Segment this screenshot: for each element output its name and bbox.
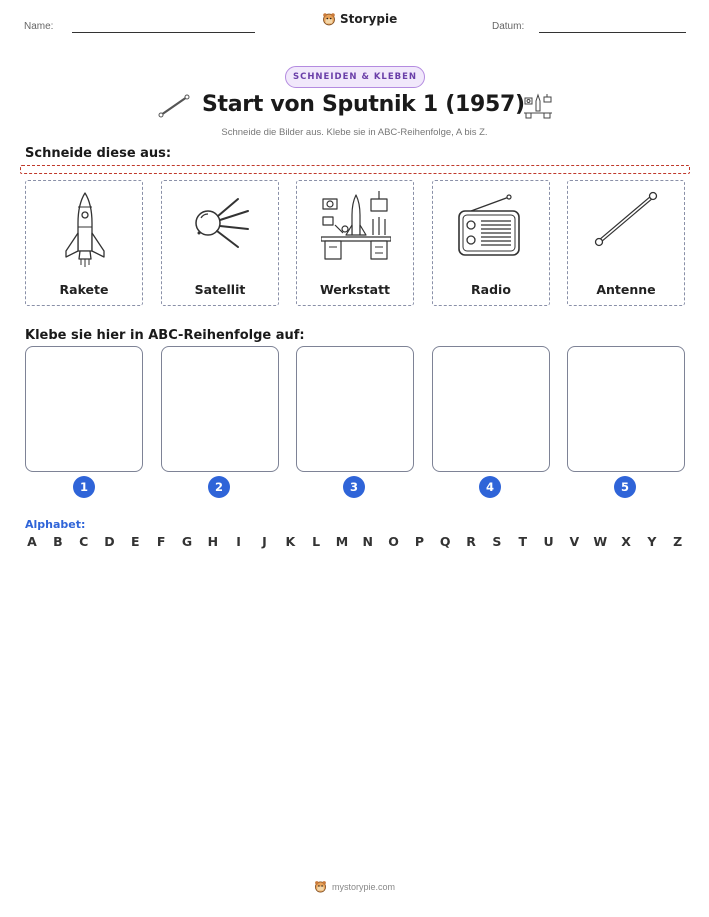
alphabet-letter: Y bbox=[647, 534, 657, 549]
name-line[interactable] bbox=[72, 32, 255, 33]
name-label: Name: bbox=[24, 21, 54, 32]
number-badge: 1 bbox=[73, 476, 95, 498]
instructions: Schneide die Bilder aus. Klebe sie in ABC-Reihenfolge, A bis Z. bbox=[221, 127, 488, 138]
alphabet-letter: J bbox=[262, 534, 267, 549]
cut-card-label: Satellit bbox=[194, 282, 246, 297]
footer-url[interactable]: mystorypie.com bbox=[331, 881, 395, 892]
date-label: Datum: bbox=[492, 21, 525, 32]
alphabet-letter: A bbox=[27, 534, 37, 549]
cut-card-label: Radio bbox=[471, 282, 511, 297]
workshop-icon bbox=[523, 92, 553, 120]
alphabet-letter: M bbox=[335, 534, 349, 549]
alphabet-letter: C bbox=[79, 534, 89, 549]
alphabet-letter: H bbox=[207, 534, 219, 549]
cut-card-label: Antenne bbox=[596, 282, 656, 297]
antenna-icon bbox=[158, 94, 190, 118]
alphabet-letter: E bbox=[131, 534, 140, 549]
cut-section-label: Schneide diese aus: bbox=[25, 146, 172, 161]
alphabet-letter: P bbox=[414, 534, 424, 549]
workshop-icon bbox=[321, 189, 391, 269]
page-title: Start von Sputnik 1 (1957) bbox=[202, 92, 525, 117]
cut-card-radio[interactable] bbox=[432, 180, 550, 306]
cut-card-label: Werkstatt bbox=[319, 282, 391, 297]
alphabet-letter: I bbox=[236, 534, 241, 549]
alphabet-row bbox=[25, 534, 685, 549]
alphabet-letter: U bbox=[543, 534, 554, 549]
alphabet-letter: V bbox=[569, 534, 580, 549]
alphabet-letter: L bbox=[312, 534, 321, 549]
cut-card-satellit[interactable] bbox=[161, 180, 279, 306]
activity-tag: SCHNEIDEN & KLEBEN bbox=[285, 66, 425, 88]
cut-card-antenne[interactable] bbox=[567, 180, 685, 306]
paste-box-2[interactable] bbox=[161, 346, 279, 472]
brand-name: Storypie bbox=[340, 12, 398, 26]
alphabet-letter: K bbox=[285, 534, 296, 549]
paste-box-4[interactable] bbox=[432, 346, 550, 472]
date-line[interactable] bbox=[539, 32, 686, 33]
radio-icon bbox=[457, 189, 527, 269]
antenna-icon bbox=[592, 189, 662, 269]
alphabet-letter: W bbox=[593, 534, 608, 549]
alphabet-label: Alphabet: bbox=[25, 518, 86, 531]
number-badge: 3 bbox=[343, 476, 365, 498]
number-badge: 5 bbox=[614, 476, 636, 498]
alphabet-letter: D bbox=[104, 534, 115, 549]
alphabet-letter: G bbox=[181, 534, 193, 549]
rocket-icon bbox=[50, 189, 120, 269]
alphabet-letter: Z bbox=[673, 534, 683, 549]
cut-card-werkstatt[interactable] bbox=[296, 180, 414, 306]
alphabet-letter: Q bbox=[439, 534, 451, 549]
alphabet-letter: T bbox=[518, 534, 527, 549]
footer bbox=[0, 880, 709, 893]
number-badge: 2 bbox=[208, 476, 230, 498]
alphabet-letter: S bbox=[492, 534, 502, 549]
cut-card-label: Rakete bbox=[59, 282, 109, 297]
storypie-mascot-icon bbox=[314, 880, 327, 893]
alphabet-letter: R bbox=[466, 534, 476, 549]
alphabet-letter: B bbox=[53, 534, 63, 549]
cut-card-rakete[interactable] bbox=[25, 180, 143, 306]
satellite-icon bbox=[186, 189, 256, 269]
alphabet-letter: N bbox=[362, 534, 373, 549]
alphabet-letter: F bbox=[156, 534, 166, 549]
paste-section-label: Klebe sie hier in ABC-Reihenfolge auf: bbox=[25, 328, 305, 343]
paste-box-5[interactable] bbox=[567, 346, 685, 472]
paste-box-1[interactable] bbox=[25, 346, 143, 472]
paste-box-3[interactable] bbox=[296, 346, 414, 472]
cut-line bbox=[20, 165, 690, 174]
alphabet-letter: X bbox=[621, 534, 631, 549]
brand-logo bbox=[322, 12, 397, 26]
alphabet-letter: O bbox=[388, 534, 399, 549]
storypie-mascot-icon bbox=[322, 12, 336, 26]
number-badge: 4 bbox=[479, 476, 501, 498]
